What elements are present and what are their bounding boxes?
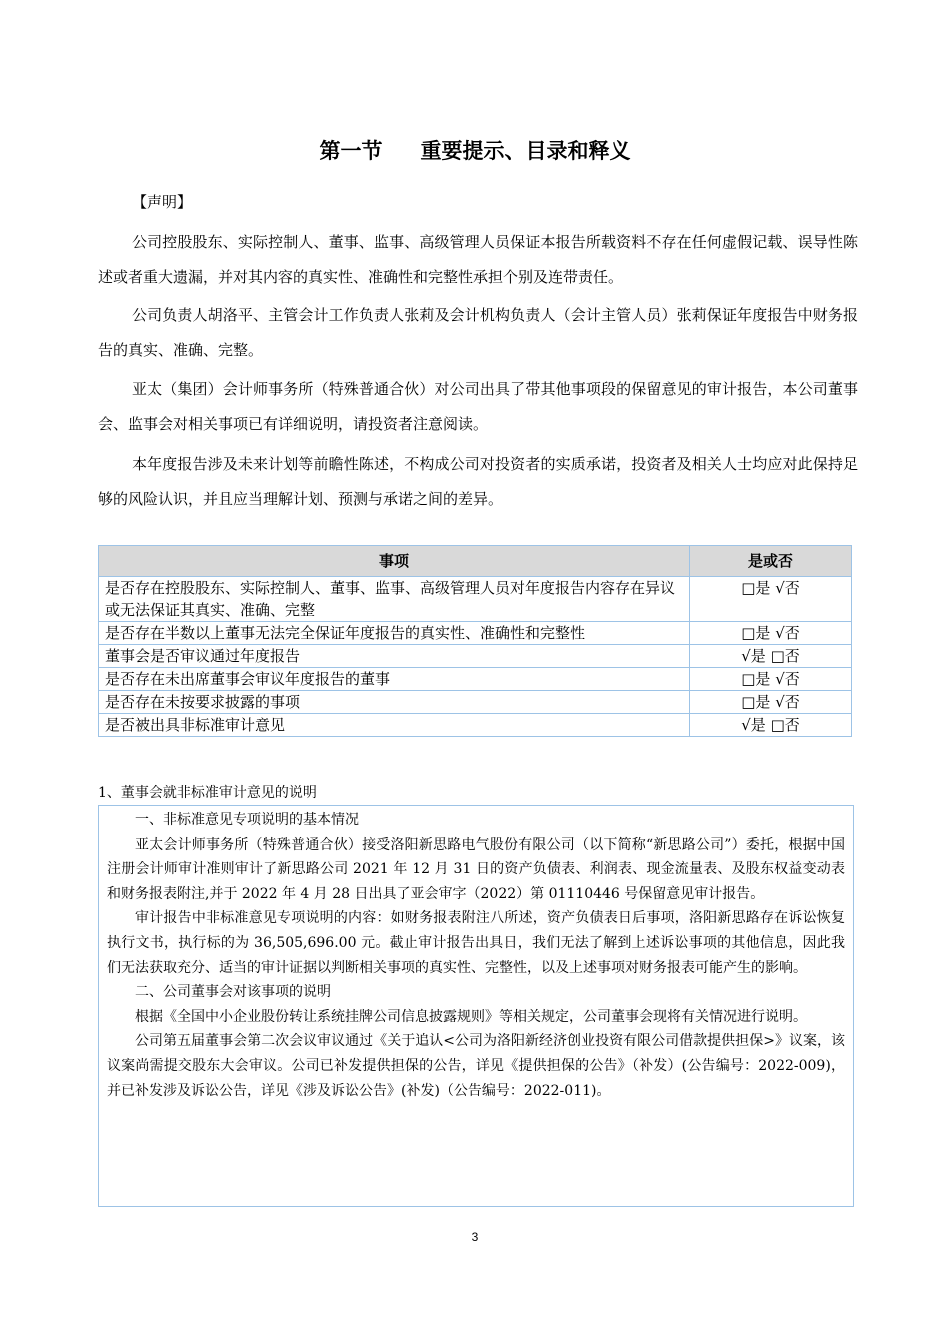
- explanation-box: [98, 805, 854, 1207]
- section-heading: 重要提示、目录和释义: [420, 139, 631, 163]
- table-cell-item: 是否存在未按要求披露的事项: [99, 691, 690, 714]
- paragraph: 亚太（集团）会计师事务所（特殊普通合伙）对公司出具了带其他事项段的保留意见的审计报告，本公司董事会、监事会对相关事项已有详细说明，请投资者注意阅读。: [98, 380, 858, 433]
- box-paragraph: 审计报告中非标准意见专项说明的内容：如财务报表附注八所述，资产负债表日后事项，洛阳新思路存在诉讼恢复执行文书，执行标的为 36,505,696.00 元。截止审计报告出具日，我们无法了解到上述诉讼事项的其他信息，因此我们无法获取充分、适当的审计证据以判断相关事项的真实性、完整性，以及上述事项对财务报表可能产生的影响。: [107, 910, 845, 976]
- box-heading: 二、公司董事会对该事项的说明: [135, 984, 331, 1001]
- table-header-row: [99, 546, 852, 577]
- table-row: [99, 714, 852, 737]
- table-cell-item: 是否存在半数以上董事无法完全保证年度报告的真实性、准确性和完整性: [99, 622, 690, 645]
- page-number: 3: [471, 1230, 479, 1244]
- table-cell-item: 是否存在未出席董事会审议年度报告的董事: [99, 668, 690, 691]
- table-cell-answer: □是 √否: [690, 622, 852, 645]
- paragraph: 公司负责人胡洛平、主管会计工作负责人张莉及会计机构负责人（会计主管人员）张莉保证年度报告中财务报告的真实、准确、完整。: [98, 306, 858, 359]
- matters-table: [98, 545, 852, 737]
- table-row: [99, 691, 852, 714]
- paragraph: 本年度报告涉及未来计划等前瞻性陈述，不构成公司对投资者的实质承诺，投资者及相关人士均应对此保持足够的风险认识，并且应当理解计划、预测与承诺之间的差异。: [98, 455, 858, 508]
- box-heading: 一、非标准意见专项说明的基本情况: [135, 812, 359, 828]
- table-cell-answer: √是 □否: [690, 714, 852, 737]
- box-paragraph: 公司第五届董事会第二次会议审议通过《关于追认<公司为洛阳新经济创业投资有限公司借款提供担保>》议案，该议案尚需提交股东大会审议。公司已补发提供担保的公告，详见《提供担保的公告》（补发）(公告编号：2022-009)，并已补发涉及诉讼公告，详见《涉及诉讼公告》(补发)（公告编号：2022-011)。: [107, 1033, 845, 1099]
- table-cell-answer: □是 √否: [690, 668, 852, 691]
- section-number: 第一节: [319, 139, 383, 163]
- subsection-title: 1、董事会就非标准审计意见的说明: [98, 785, 317, 801]
- table-row: [99, 668, 852, 691]
- declaration-label: 【声明】: [132, 193, 193, 211]
- table-row: [99, 622, 852, 645]
- header-item: 事项: [99, 546, 690, 577]
- table-cell-item: 是否存在控股股东、实际控制人、董事、监事、高级管理人员对年度报告内容存在异议或无法保证其真实、准确、完整: [99, 577, 690, 622]
- table-cell-answer: √是 □否: [690, 645, 852, 668]
- paragraph: 公司控股股东、实际控制人、董事、监事、高级管理人员保证本报告所载资料不存在任何虚假记载、误导性陈述或者重大遗漏，并对其内容的真实性、准确性和完整性承担个别及连带责任。: [98, 233, 858, 286]
- table-row: [99, 645, 852, 668]
- table-cell-item: 董事会是否审议通过年度报告: [99, 645, 690, 668]
- table-row: [99, 577, 852, 622]
- table-cell-answer: □是 √否: [690, 691, 852, 714]
- box-paragraph: 根据《全国中小企业股份转让系统挂牌公司信息披露规则》等相关规定，公司董事会现将有关情况进行说明。: [135, 1008, 807, 1025]
- box-paragraph: 亚太会计师事务所（特殊普通合伙）接受洛阳新思路电气股份有限公司（以下简称“新思路公司”）委托，根据中国注册会计师审计准则审计了新思路公司 2021 年 12 月 31 日的资产负债表、利润表、现金流量表、及股东权益变动表和财务报表附注,并于 2022 年 4 月 28 日出具了亚会审字（2022）第 01110446 号保留意见审计报告。: [107, 836, 845, 902]
- header-yes-no: 是或否: [690, 546, 852, 577]
- section-title: [0, 135, 950, 165]
- table-cell-answer: □是 √否: [690, 577, 852, 622]
- table-cell-item: 是否被出具非标准审计意见: [99, 714, 690, 737]
